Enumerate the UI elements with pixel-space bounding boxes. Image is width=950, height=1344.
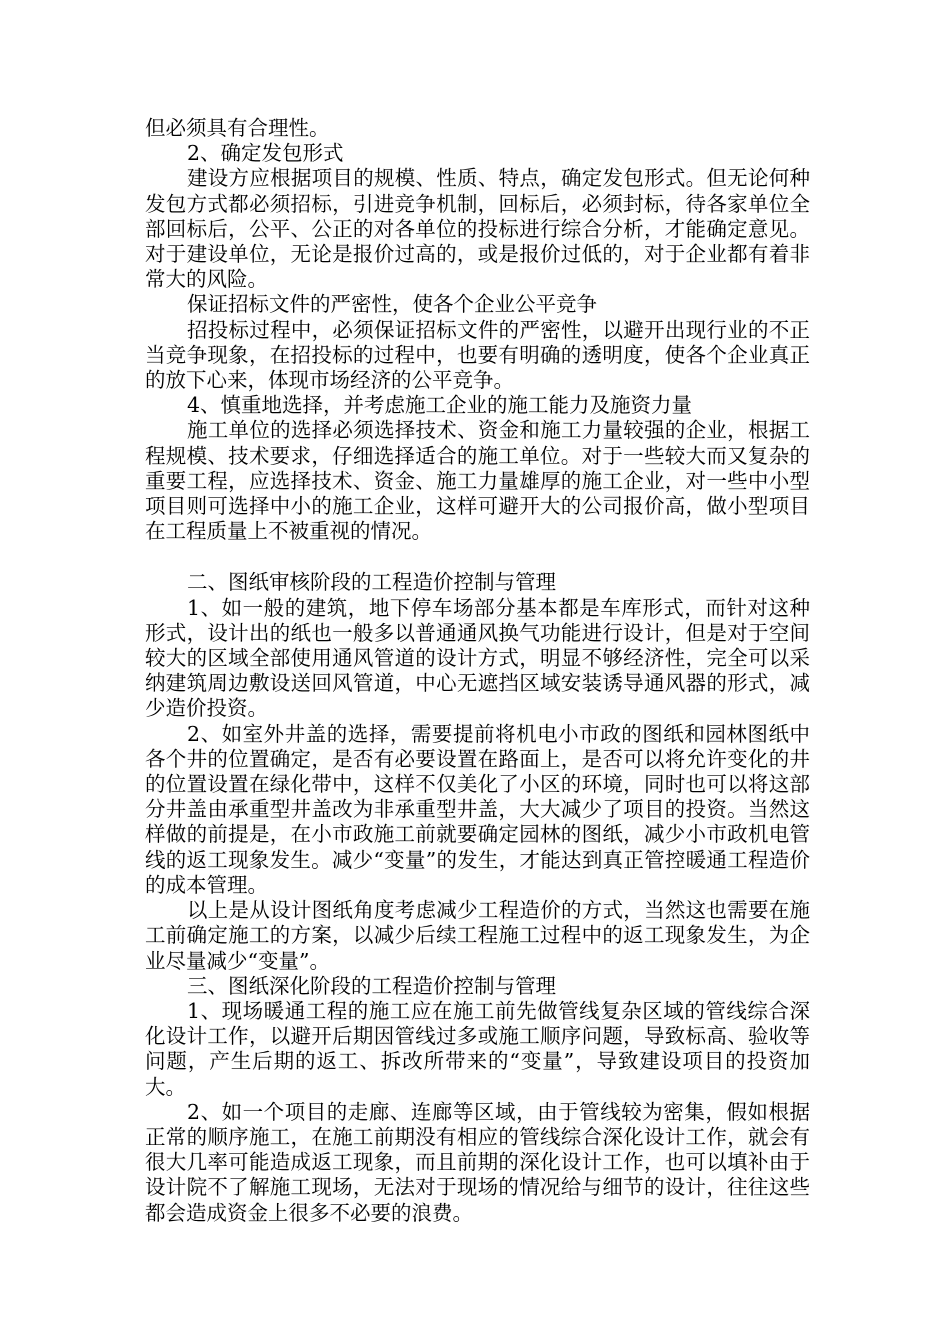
blank-line [145,544,810,570]
paragraph-pipeline-integration: 1、现场暖通工程的施工应在施工前先做管线复杂区域的管线综合深化设计工作，以避开后期因管线过多或施工顺序问题，导致标高、验收等问题，产生后期的返工、拆改所带来的“变量”，导致建设项目的投资加大。 [145,998,810,1099]
paragraph-design-summary: 以上是从设计图纸角度考虑减少工程造价的方式，当然这也需要在施工前确定施工的方案，以减少后续工程施工过程中的返工现象发生，为企业尽量减少“变量”。 [145,898,810,973]
heading-careful-selection: 4、慎重地选择，并考虑施工企业的施工能力及施资力量 [187,393,693,418]
paragraph-contracting-form: 建设方应根据项目的规模、性质、特点，确定发包形式。但无论何种发包方式都必须招标，引进竞争机制，回标后，必须封标，待各家单位全部回标后，公平、公正的对各单位的投标进行综合分析，才能确定意见。对于建设单位，无论是报价过高的，或是报价过低的，对于企业都有着非常大的风险。 [145,166,810,292]
section-heading-drawing-deepening: 三、图纸深化阶段的工程造价控制与管理 [187,973,556,998]
heading-determine-contracting-form: 2、确定发包形式 [187,141,344,166]
paragraph-continuation: 但必须具有合理性。 [145,116,330,140]
paragraph-parking-ventilation: 1、如一般的建筑，地下停车场部分基本都是车库形式，而针对这种形式，设计出的纸也一般多以普通通风换气功能进行设计，但是对于空间较大的区域全部使用通风管道的设计方式，明显不够经济性，完全可以采纳建筑周边敷设送回风管道，中心无遮挡区域安装诱导通风器的形式，减少造价投资。 [145,595,810,721]
heading-bidding-documents-rigor: 保证招标文件的严密性，使各个企业公平竞争 [187,292,597,317]
paragraph-bidding-process: 招投标过程中，必须保证招标文件的严密性，以避开出现行业的不正当竞争现象，在招投标的过程中，也要有明确的透明度，使各个企业真正的放下心来，体现市场经济的公平竞争。 [145,317,810,393]
paragraph-contractor-selection: 施工单位的选择必须选择技术、资金和施工力量较强的企业，根据工程规模、技术要求，仔细选择适合的施工单位。对于一些较大而又复杂的重要工程，应选择技术、资金、施工力量雄厚的施工企业，对一些中小型项目则可选择中小的施工企业，这样可避开大的公司报价高，做小型项目在工程质量上不被重视的情况。 [145,418,810,544]
document-body [145,116,810,1226]
paragraph-corridor-example: 2、如一个项目的走廊、连廊等区域，由于管线较为密集，假如根据正常的顺序施工，在施工前期没有相应的管线综合深化设计工作，就会有很大几率可能造成返工现象，而且前期的深化设计工作，也可以填补由于设计院不了解施工现场，无法对于现场的情况给与细节的设计，往往这些都会造成资金上很多不必要的浪费。 [145,1099,810,1225]
section-heading-drawing-review: 二、图纸审核阶段的工程造价控制与管理 [187,570,556,595]
paragraph-manhole-covers: 2、如室外井盖的选择，需要提前将机电小市政的图纸和园林图纸中各个井的位置确定，是否有必要设置在路面上，是否可以将允许变化的井的位置设置在绿化带中，这样不仅美化了小区的环境，同时也可以将这部分井盖由承重型井盖改为非承重型井盖，大大减少了项目的投资。当然这样做的前提是，在小市政施工前就要确定园林的图纸，减少小市政机电管线的返工现象发生。减少“变量”的发生，才能达到真正管控暖通工程造价的成本管理。 [145,721,810,897]
